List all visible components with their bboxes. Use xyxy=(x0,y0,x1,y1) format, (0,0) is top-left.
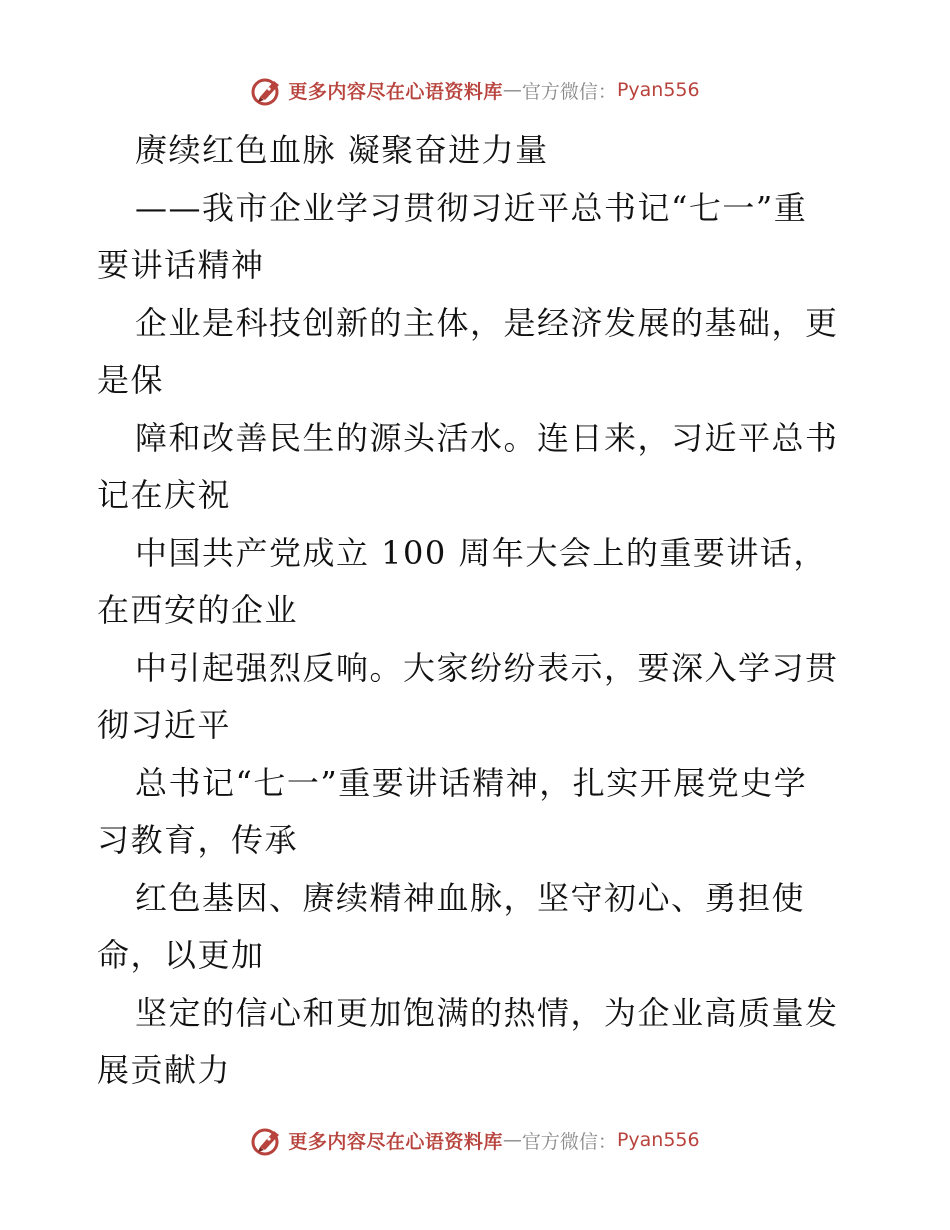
doc-line: 中国共产党成立 100 周年大会上的重要讲话， xyxy=(135,533,827,572)
footer-wechat-id: Pyan556 xyxy=(616,1129,700,1151)
footer-banner xyxy=(0,1120,950,1160)
doc-subtitle: ——我市企业学习贯彻习近平总书记“七一”重 xyxy=(135,188,808,227)
header-banner xyxy=(0,70,950,110)
document-body xyxy=(97,122,857,1100)
doc-line: 习教育，传承 xyxy=(97,821,299,859)
footer-dash: — xyxy=(502,1129,522,1151)
header-dash: — xyxy=(502,79,522,101)
doc-line: 记在庆祝 xyxy=(97,476,232,514)
doc-line: 中引起强烈反响。大家纷纷表示，要深入学习贯 xyxy=(135,648,839,687)
doc-line: 是保 xyxy=(97,361,165,399)
doc-line: 彻习近平 xyxy=(97,706,232,744)
pen-nib-logo-icon xyxy=(250,1123,284,1157)
doc-line: 障和改善民生的源头活水。连日来，习近平总书 xyxy=(135,418,839,457)
doc-line: 命，以更加 xyxy=(97,936,265,974)
doc-title: 赓续红色血脉 凝聚奋进力量 xyxy=(135,131,549,169)
pen-nib-logo-icon xyxy=(250,73,284,107)
footer-site-name: 更多内容尽在心语资料库 xyxy=(288,1130,503,1153)
doc-line: 红色基因、赓续精神血脉，坚守初心、勇担使 xyxy=(135,878,806,917)
header-site-name: 更多内容尽在心语资料库 xyxy=(288,80,503,103)
doc-line: 企业是科技创新的主体，是经济发展的基础，更 xyxy=(135,303,839,342)
doc-line: 展贡献力 xyxy=(97,1051,232,1089)
doc-line: 总书记“七一”重要讲话精神，扎实开展党史学 xyxy=(135,763,808,802)
doc-line: 坚定的信心和更加饱满的热情，为企业高质量发 xyxy=(135,993,839,1032)
footer-wechat-label: 官方微信： xyxy=(521,1130,617,1153)
header-wechat-label: 官方微信： xyxy=(521,80,617,103)
doc-subtitle-cont: 要讲话精神 xyxy=(97,246,265,284)
doc-line: 在西安的企业 xyxy=(97,591,299,629)
header-wechat-id: Pyan556 xyxy=(616,79,700,101)
